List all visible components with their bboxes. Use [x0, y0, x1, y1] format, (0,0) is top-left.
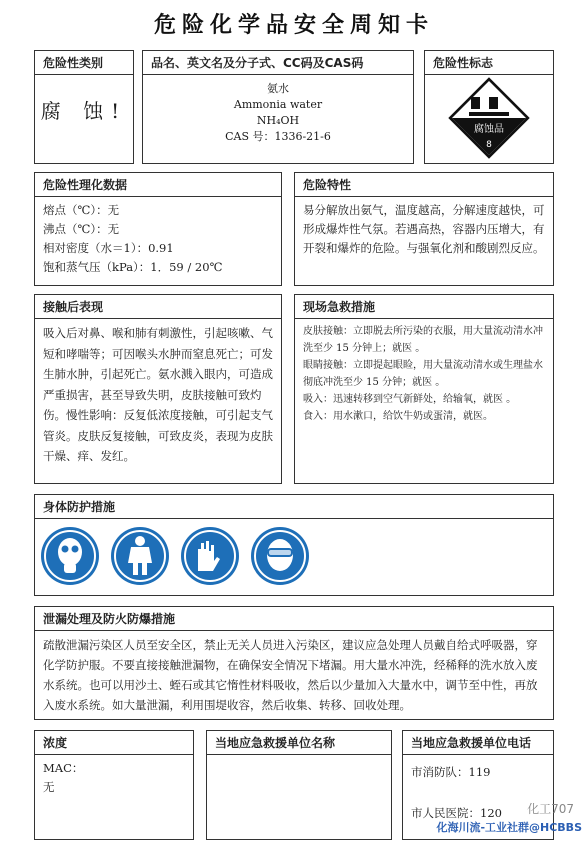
- local-phone-header: 当地应急救援单位电话: [403, 731, 553, 755]
- hospital-phone: 市人民医院：120: [411, 806, 502, 820]
- hazard-sign-label: 腐蚀品: [474, 124, 504, 135]
- mac-value: 无: [43, 780, 55, 794]
- corrosive-diamond-icon: [425, 75, 553, 161]
- physchem-box: [34, 172, 282, 286]
- symptoms-header: 接触后表现: [35, 295, 281, 319]
- hazard-sign-number: 8: [486, 140, 492, 150]
- protection-box: [34, 494, 554, 596]
- watermark-top: 化工707: [527, 802, 574, 816]
- page-title: 危险化学品安全周知卡: [153, 13, 434, 38]
- gas-mask-icon: [41, 527, 99, 585]
- chemical-formula: NH₄OH: [256, 114, 300, 127]
- hazard-props-box: [294, 172, 554, 286]
- hazard-props-header: 危险特性: [295, 173, 553, 197]
- first-aid-header: 现场急救措施: [295, 295, 553, 319]
- hazard-props-text: 易分解放出氨气，温度越高，分解速度越快，可形成爆炸性气氛。若遇高热，容器内压增大，有开裂和爆炸的危险。与强氧化剂和酸剧烈反应。: [303, 203, 545, 255]
- protection-header: 身体防护措施: [35, 495, 553, 519]
- concentration-box: [34, 730, 194, 840]
- identity-box: [142, 50, 414, 164]
- physchem-header: 危险性理化数据: [35, 173, 281, 197]
- concentration-header: 浓度: [35, 731, 193, 755]
- watermark-bottom: 化海川流-工业社群@HCBBS: [436, 821, 582, 834]
- melting-point: 熔点（℃）：无: [43, 203, 120, 217]
- fire-phone: 市消防队：119: [411, 765, 491, 779]
- first-aid-inhalation: 吸入：迅速转移到空气新鲜处，给输氧，就医 。: [303, 394, 517, 405]
- identity-header: 品名、英文名及分子式、CC码及CAS码: [143, 51, 413, 75]
- hazard-sign-header: 危险性标志: [425, 51, 553, 75]
- protective-suit-icon: [111, 527, 169, 585]
- vapor-pressure: 饱和蒸气压（kPa）：1．59 / 20℃: [43, 260, 223, 274]
- spill-text: 疏散泄漏污染区人员至安全区，禁止无关人员进入污染区，建议应急处理人员戴自给式呼吸器，穿化学防护服。不要直接接触泄漏物，在确保安全情况下堵漏。用大量水冲洗，经稀释的洗水放入废水系统。也可以用沙土、蛭石或其它惰性材料吸收，然后以少量加入大量水中，调节至中性，再放入废水系统。如大量泄漏，利用围堤收容，然后收集、转移、回收处理。: [43, 638, 538, 712]
- local-unit-header: 当地应急救援单位名称: [207, 731, 391, 755]
- cas-number: CAS 号：1336-21-6: [225, 130, 331, 143]
- first-aid-ingestion: 食入：用水漱口，给饮牛奶或蛋清，就医。: [303, 411, 493, 422]
- goggles-icon: [251, 527, 309, 585]
- boiling-point: 沸点（℃）：无: [43, 222, 120, 236]
- hazard-class-box: [34, 50, 134, 164]
- first-aid-skin: 皮肤接触：立即脱去所污染的衣服，用大量流动清水冲洗至少 15 分钟上；就医 。: [303, 326, 543, 354]
- local-unit-box: [206, 730, 392, 840]
- spill-box: [34, 606, 554, 720]
- first-aid-box: [294, 294, 554, 484]
- hazard-class-header: 危险性类别: [35, 51, 133, 75]
- hazard-sign-box: [424, 50, 554, 164]
- mac-label: MAC：: [43, 761, 84, 775]
- hazard-class-value: 腐 蚀!: [40, 99, 128, 123]
- spill-header: 泄漏处理及防火防爆措施: [35, 607, 553, 631]
- gloves-icon: [181, 527, 239, 585]
- symptoms-box: [34, 294, 282, 484]
- symptoms-text: 吸入后对鼻、喉和肺有刺激性，引起咳嗽、气短和哮喘等；可因喉头水肿而窒息死亡；可发生肺水肿，引起死亡。氨水溅入眼内，可造成严重损害，甚至导致失明，皮肤接触可致灼伤。慢性影响：反复低浓度接触，可引起支气管炎。皮肤反复接触，可致皮炎，表现为皮肤干燥、痒、发红。: [43, 326, 273, 463]
- first-aid-eye: 眼睛接触：立即提起眼睑，用大量流动清水或生理盐水彻底冲洗至少 15 分钟；就医 。: [303, 360, 543, 388]
- chemical-name-cn: 氨水: [267, 82, 289, 95]
- relative-density: 相对密度（水＝1）：0.91: [43, 241, 174, 255]
- chemical-name-en: Ammonia water: [233, 98, 323, 111]
